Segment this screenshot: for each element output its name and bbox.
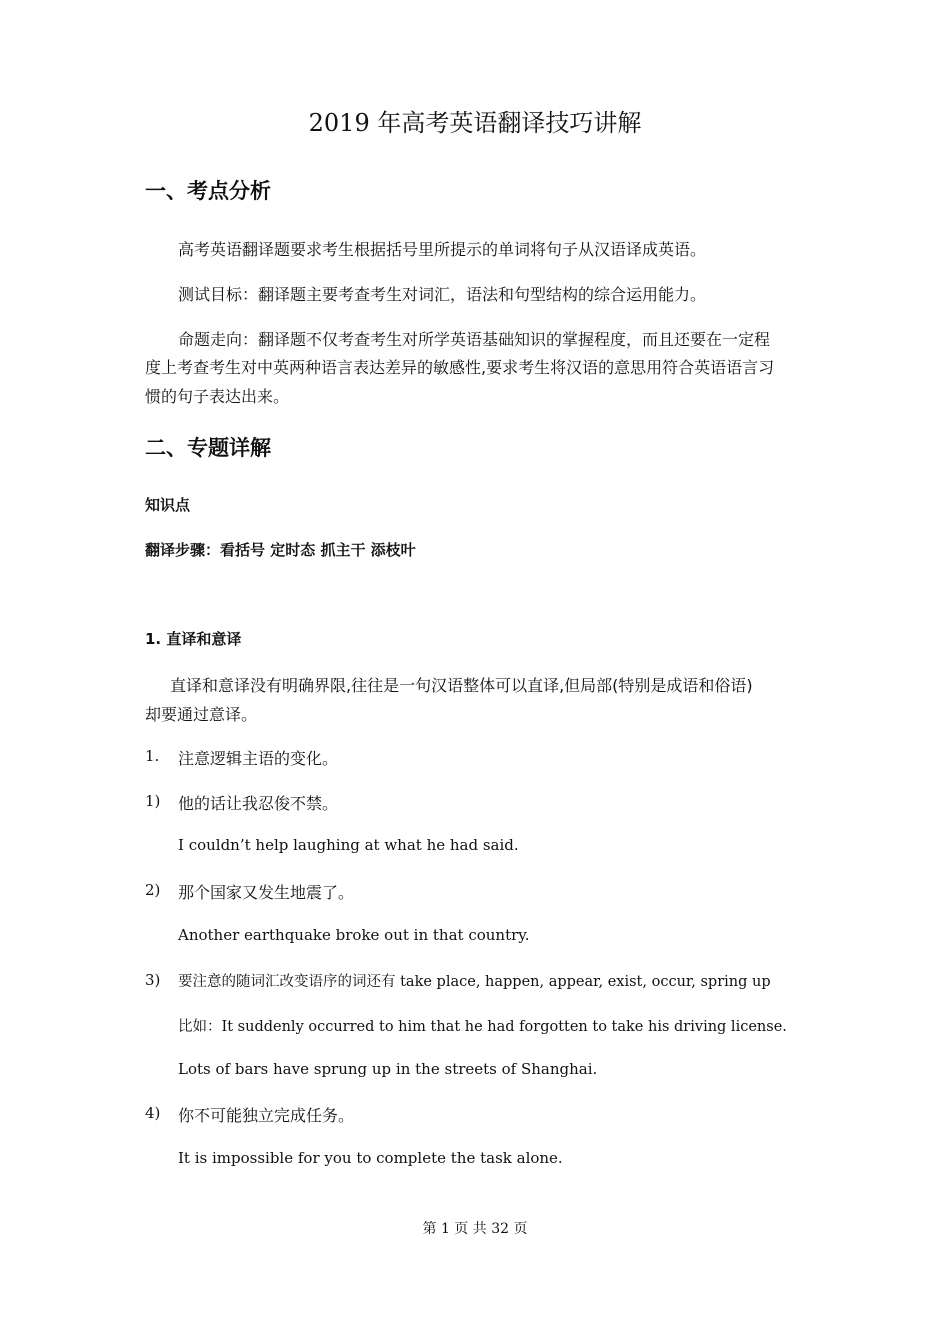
item-number: 3) <box>145 971 161 989</box>
translation-steps: 翻译步骤：看括号 定时态 抓主干 添枝叶 <box>145 541 416 559</box>
subsection-heading: 1. 直译和意译 <box>145 630 242 648</box>
item-chinese: 你不可能独立完成任务。 <box>178 1106 355 1125</box>
section-heading-topics: 二、专题详解 <box>145 436 271 460</box>
page-footer: 第 1 页 共 32 页 <box>422 1221 528 1237</box>
item-number: 2) <box>145 881 161 899</box>
item-english: I couldn’t help laughing at what he had said. <box>178 836 519 854</box>
page-title: 2019 年高考英语翻译技巧讲解 <box>308 109 642 137</box>
intro-line1: 直译和意译没有明确界限,往往是一句汉语整体可以直译,但局部(特别是成语和俗语) <box>170 676 753 695</box>
paragraph-test-goal: 测试目标：翻译题主要考查考生对词汇，语法和句型结构的综合运用能力。 <box>178 285 707 304</box>
item-chinese: 要注意的随词汇改变语序的词还有 take place, happen, appear, exist, occur, spring up <box>178 974 771 990</box>
item-chinese: 那个国家又发生地震了。 <box>178 883 355 902</box>
item-english: It is impossible for you to complete the task alone. <box>178 1149 563 1167</box>
paragraph-trend-line3: 惯的句子表达出来。 <box>145 387 290 406</box>
item-number: 1) <box>145 792 161 810</box>
point-number: 1. <box>145 747 160 765</box>
knowledge-label: 知识点 <box>145 496 191 514</box>
point-text: 注意逻辑主语的变化。 <box>178 749 339 768</box>
item-english: Another earthquake broke out in that country. <box>178 926 530 944</box>
item-english-2: Lots of bars have sprung up in the streets of Shanghai. <box>178 1060 598 1078</box>
item-number: 4) <box>145 1104 161 1122</box>
item-english: 比如：It suddenly occurred to him that he had forgotten to take his driving license. <box>178 1019 787 1035</box>
paragraph-requirement: 高考英语翻译题要求考生根据括号里所提示的单词将句子从汉语译成英语。 <box>178 240 707 259</box>
item-chinese: 他的话让我忍俊不禁。 <box>178 794 339 813</box>
paragraph-trend-line2: 度上考查考生对中英两种语言表达差异的敏感性,要求考生将汉语的意思用符合英语语言习 <box>145 358 775 377</box>
section-heading-analysis: 一、考点分析 <box>145 179 271 203</box>
intro-line2: 却要通过意译。 <box>145 705 258 724</box>
paragraph-trend-line1: 命题走向：翻译题不仅考查考生对所学英语基础知识的掌握程度，而且还要在一定程 <box>178 330 771 349</box>
